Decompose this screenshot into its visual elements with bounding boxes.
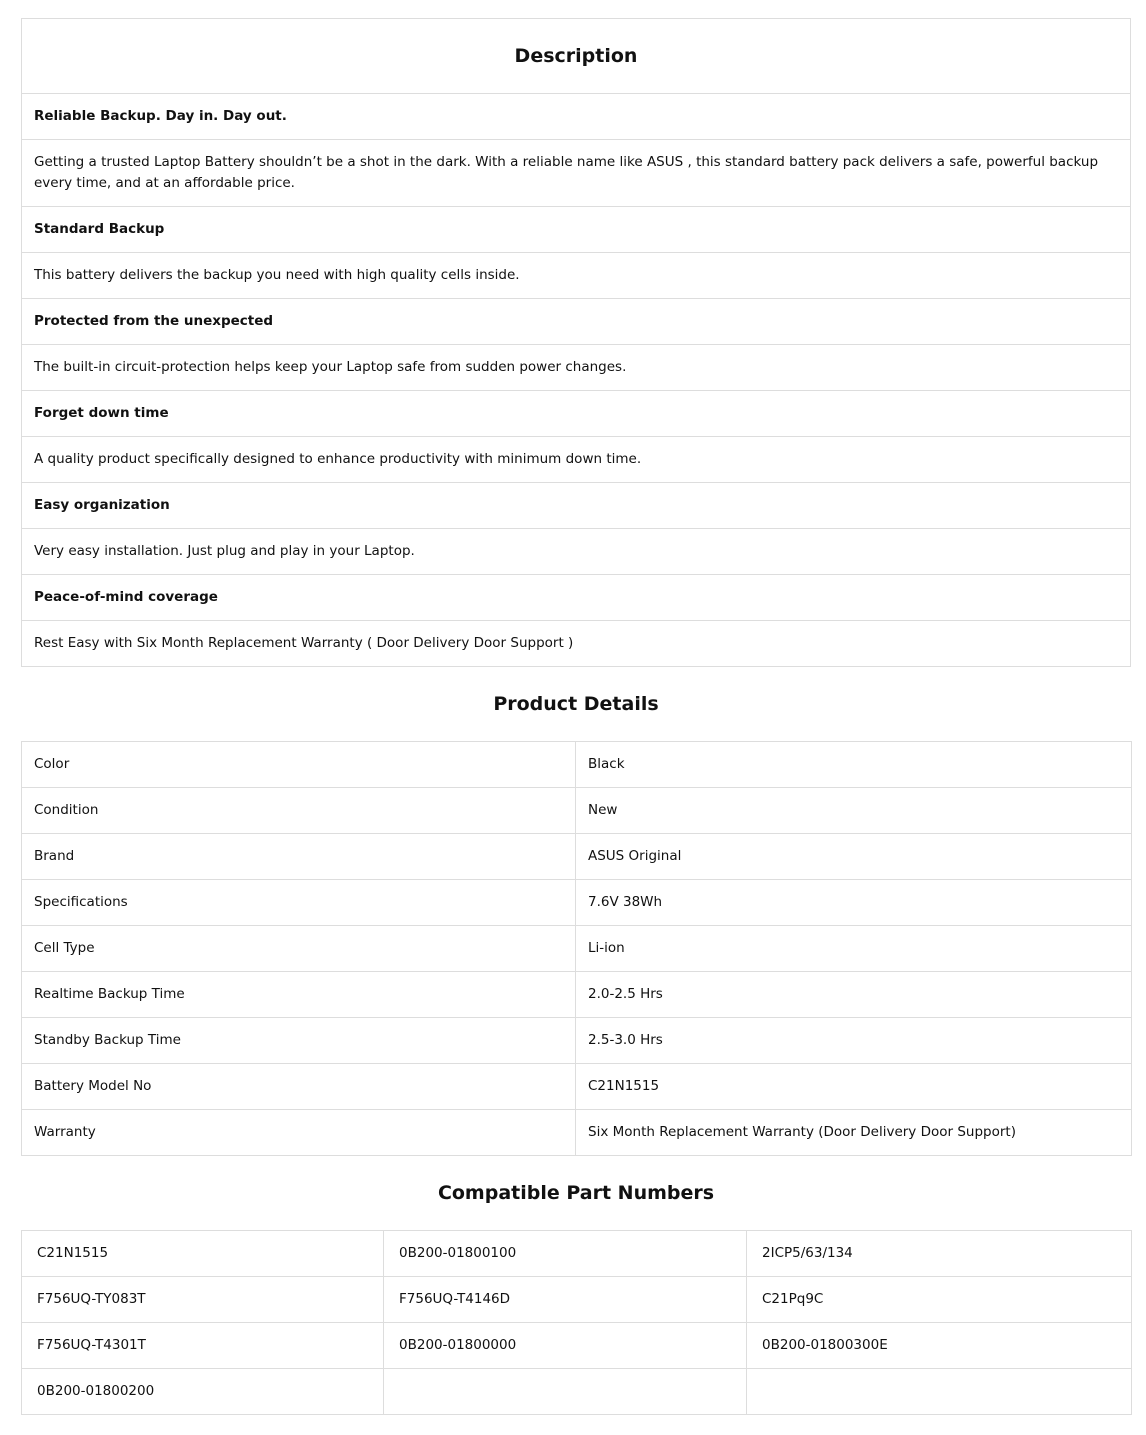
part-row [22, 1323, 1132, 1369]
description-text: This battery delivers the backup you need with high quality cells inside. [22, 253, 1131, 299]
detail-value: C21N1515 [576, 1064, 1132, 1110]
part-number-cell: 0B200-01800000 [384, 1323, 747, 1369]
description-heading-row [22, 483, 1131, 529]
detail-label: Warranty [22, 1110, 576, 1156]
detail-row [22, 788, 1132, 834]
description-heading: Standard Backup [22, 207, 1131, 253]
part-number-cell: F756UQ-TY083T [22, 1277, 384, 1323]
detail-value: Black [576, 742, 1132, 788]
description-text-row [22, 529, 1131, 575]
detail-value: New [576, 788, 1132, 834]
detail-row [22, 1064, 1132, 1110]
detail-row [22, 834, 1132, 880]
description-text-row [22, 253, 1131, 299]
description-heading: Protected from the unexpected [22, 299, 1131, 345]
product-details-table [21, 741, 1132, 1156]
description-text-row [22, 140, 1131, 207]
part-number-cell: 0B200-01800200 [22, 1369, 384, 1415]
detail-label: Specifications [22, 880, 576, 926]
description-table [21, 18, 1131, 667]
detail-label: Realtime Backup Time [22, 972, 576, 1018]
detail-value: Six Month Replacement Warranty (Door Delivery Door Support) [576, 1110, 1132, 1156]
detail-label: Battery Model No [22, 1064, 576, 1110]
description-heading: Forget down time [22, 391, 1131, 437]
detail-row [22, 926, 1132, 972]
compatible-parts-title: Compatible Part Numbers [437, 1182, 715, 1204]
compatible-parts-table [21, 1230, 1132, 1415]
description-heading-row [22, 575, 1131, 621]
part-number-cell [384, 1369, 747, 1415]
description-text: Getting a trusted Laptop Battery shouldn’t be a shot in the dark. With a reliable name like ASUS , this standard battery pack delivers a safe, powerful backup every time, and at an affordable price. [22, 140, 1131, 207]
part-number-cell: 0B200-01800100 [384, 1231, 747, 1277]
detail-label: Brand [22, 834, 576, 880]
part-number-cell: F756UQ-T4301T [22, 1323, 384, 1369]
part-number-cell [747, 1369, 1132, 1415]
description-text: Very easy installation. Just plug and play in your Laptop. [22, 529, 1131, 575]
detail-row [22, 880, 1132, 926]
detail-label: Cell Type [22, 926, 576, 972]
part-number-cell: C21N1515 [22, 1231, 384, 1277]
part-row [22, 1277, 1132, 1323]
description-heading: Easy organization [22, 483, 1131, 529]
description-heading: Reliable Backup. Day in. Day out. [22, 94, 1131, 140]
description-heading: Peace-of-mind coverage [22, 575, 1131, 621]
page-content [21, 0, 1131, 1415]
detail-value: 2.5-3.0 Hrs [576, 1018, 1132, 1064]
detail-label: Condition [22, 788, 576, 834]
part-number-cell: F756UQ-T4146D [384, 1277, 747, 1323]
part-row [22, 1369, 1132, 1415]
description-text: A quality product specifically designed to enhance productivity with minimum down time. [22, 437, 1131, 483]
part-row [22, 1231, 1132, 1277]
description-heading-row [22, 207, 1131, 253]
detail-value: Li-ion [576, 926, 1132, 972]
detail-value: ASUS Original [576, 834, 1132, 880]
description-heading-row [22, 94, 1131, 140]
description-text-row [22, 437, 1131, 483]
description-title-row [22, 19, 1131, 94]
detail-row [22, 1018, 1132, 1064]
detail-value: 7.6V 38Wh [576, 880, 1132, 926]
description-heading-row [22, 299, 1131, 345]
description-heading-row [22, 391, 1131, 437]
product-details-title: Product Details [493, 693, 659, 715]
detail-label: Color [22, 742, 576, 788]
part-number-cell: C21Pq9C [747, 1277, 1132, 1323]
detail-row [22, 742, 1132, 788]
description-title: Description [22, 19, 1131, 94]
description-text: The built-in circuit-protection helps keep your Laptop safe from sudden power changes. [22, 345, 1131, 391]
description-text-row [22, 345, 1131, 391]
description-text: Rest Easy with Six Month Replacement Warranty ( Door Delivery Door Support ) [22, 621, 1131, 667]
part-number-cell: 0B200-01800300E [747, 1323, 1132, 1369]
detail-label: Standby Backup Time [22, 1018, 576, 1064]
detail-row [22, 1110, 1132, 1156]
description-text-row [22, 621, 1131, 667]
part-number-cell: 2ICP5/63/134 [747, 1231, 1132, 1277]
detail-row [22, 972, 1132, 1018]
detail-value: 2.0-2.5 Hrs [576, 972, 1132, 1018]
